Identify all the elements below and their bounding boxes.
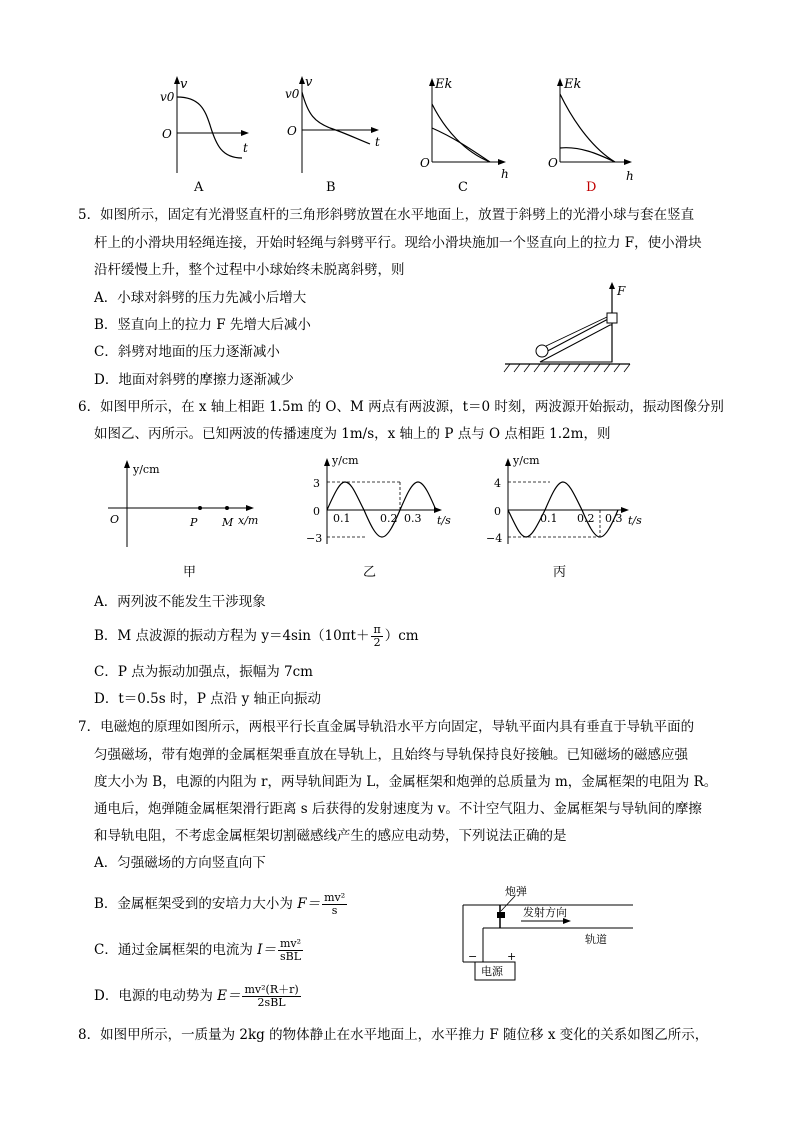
svg-text:−3: −3 [306,532,323,545]
q6-number: 6． [78,399,101,415]
q5-force-label: F [617,284,626,298]
svg-text:0: 0 [494,505,501,518]
q5-line3: 沿杆缓慢上升，整个过程中小球始终未脱离斜劈，则 [94,262,405,278]
graph-a-v0: v0 [160,90,175,104]
svg-text:0.1: 0.1 [333,512,351,525]
q7-figure [455,880,645,985]
q6-fig-bing [486,454,642,580]
svg-text:轨道: 轨道 [585,933,607,946]
svg-text:0.2: 0.2 [380,512,398,525]
graph-c-yaxis: Ek [435,77,453,92]
q6-option-c: C．P 点为振动加强点，振幅为 7cm [94,664,313,680]
svg-text:0.2: 0.2 [577,512,595,525]
svg-text:P: P [190,516,198,529]
q5-figure [500,280,640,380]
q5-option-b: B．竖直向上的拉力 F 先增大后减小 [94,317,311,333]
svg-text:电源: 电源 [481,965,503,978]
graph-b-v0: v0 [285,87,300,101]
svg-text:0.3: 0.3 [404,512,422,525]
svg-text:x/m: x/m [238,514,259,527]
q8-number: 8． [78,1027,101,1043]
q6-caption-yi: 乙 [363,565,377,580]
svg-text:y/cm: y/cm [332,454,359,467]
graph-d [548,77,634,195]
q6-fig-yi [306,454,451,580]
q7-line5: 和导轨电阻，不考虑金属框架切割磁感线产生的感应电动势，下列说法正确的是 [94,828,567,844]
q5-option-c: C．斜劈对地面的压力逐渐减小 [94,344,280,360]
svg-text:0: 0 [313,505,320,518]
q6-line2: 如图乙、丙所示。已知两波的传播速度为 1m/s，x 轴上的 P 点与 O 点相距 1.2m，则 [94,426,611,442]
graph-c-xaxis: h [501,167,509,181]
svg-text:炮弹: 炮弹 [505,885,527,898]
q7-option-d: D．电源的电动势为 E＝ $\frac{\text{mv²(R＋r)}}{\text{2sBL}}$ [94,983,299,1009]
q6-option-d: D．t＝0.5s 时，P 点沿 y 轴正向振动 [94,691,322,707]
q5-line1: 5．如图所示，固定有光滑竖直杆的三角形斜劈放置在水平地面上，放置于斜劈上的光滑小球与套在竖直 [78,207,695,223]
graph-c-label: C [458,180,468,195]
svg-text:−4: −4 [486,532,503,545]
q6-option-a: A．两列波不能发生干涉现象 [94,594,266,610]
q5-line2: 杆上的小滑块用轻绳连接，开始时轻绳与斜劈平行。现给小滑块施加一个竖直向上的拉力 F，使小滑块 [94,235,702,251]
graph-a-yaxis: v [180,77,188,92]
graph-b-origin: O [287,124,297,138]
q7-option-b: B．金属框架受到的安培力大小为 F＝ $\frac{\text{mv²}}{s}$ [94,891,346,917]
q7-line2: 匀强磁场，带有炮弹的金属框架垂直放在导轨上，且始终与导轨保持良好接触。已知磁场的磁感应强 [94,747,688,763]
q5-number: 5． [78,207,101,223]
svg-text:t/s: t/s [437,514,451,527]
graph-a-origin: O [162,127,172,141]
svg-text:y/cm: y/cm [513,454,540,467]
graph-c [420,77,509,195]
q7-option-c: C．通过金属框架的电流为 I＝ $\frac{\text{mv²}}{\text{sBL}}$ [94,937,302,963]
svg-text:4: 4 [494,477,501,490]
svg-text:t/s: t/s [628,514,642,527]
q6-caption-jia: 甲 [183,565,197,580]
q7-line4: 通电后，炮弹随金属框架滑行距离 s 后获得的发射速度为 v。不计空气阻力、金属框架与导轨间的摩擦 [94,801,702,817]
graph-d-origin: O [548,156,558,170]
q6-line1: 6．如图甲所示，在 x 轴上相距 1.5m 的 O、M 两点有两波源，t＝0 时刻，两波源开始振动，振动图像分别 [78,399,724,415]
q7-line3: 度大小为 B，电源的内阻为 r，两导轨间距为 L，金属框架和炮弹的总质量为 m，金属框架的电阻为 R。 [94,774,718,790]
graph-b-xaxis: t [375,135,380,149]
q6-figures [100,452,660,584]
q8-line1: 8．如图甲所示，一质量为 2kg 的物体静止在水平地面上，水平推力 F 随位移 x 变化的关系如图乙所示， [78,1027,709,1043]
graph-a-xaxis: t [243,141,248,155]
graph-d-label: D [586,180,597,195]
svg-text:发射方向: 发射方向 [523,906,567,919]
q5-option-d: D．地面对斜劈的摩擦力逐渐减少 [94,372,294,388]
graph-c-origin: O [420,156,430,170]
svg-text:−: − [468,950,478,963]
svg-text:0.1: 0.1 [540,512,558,525]
svg-text:y/cm: y/cm [133,463,160,476]
svg-text:M: M [222,516,234,529]
svg-text:3: 3 [313,477,320,490]
graph-d-yaxis: Ek [564,77,582,92]
q6-caption-bing: 丙 [553,565,567,580]
q6-fig-jia [108,460,258,580]
graph-b-yaxis: v [305,75,313,90]
q7-number: 7． [78,719,101,735]
graph-b [285,75,380,195]
graph-a-label: A [194,180,204,195]
q7-line1: 7．电磁炮的原理如图所示，两根平行长直金属导轨沿水平方向固定，导轨平面内具有垂直于导轨平面的 [78,719,695,735]
q7-option-a: A．匀强磁场的方向竖直向下 [94,855,266,871]
q6-option-b: B．M 点波源的振动方程为 y＝4sin（10πt＋ $\frac{\pi}{2}$ ）cm [94,623,419,649]
top-graphs [150,70,650,200]
svg-text:0.3: 0.3 [605,512,623,525]
graph-a [160,76,249,195]
graph-d-xaxis: h [626,169,634,183]
q5-option-a: A．小球对斜劈的压力先减小后增大 [94,290,307,306]
svg-text:O: O [110,513,120,526]
graph-b-label: B [326,180,336,195]
svg-text:+: + [507,950,517,963]
